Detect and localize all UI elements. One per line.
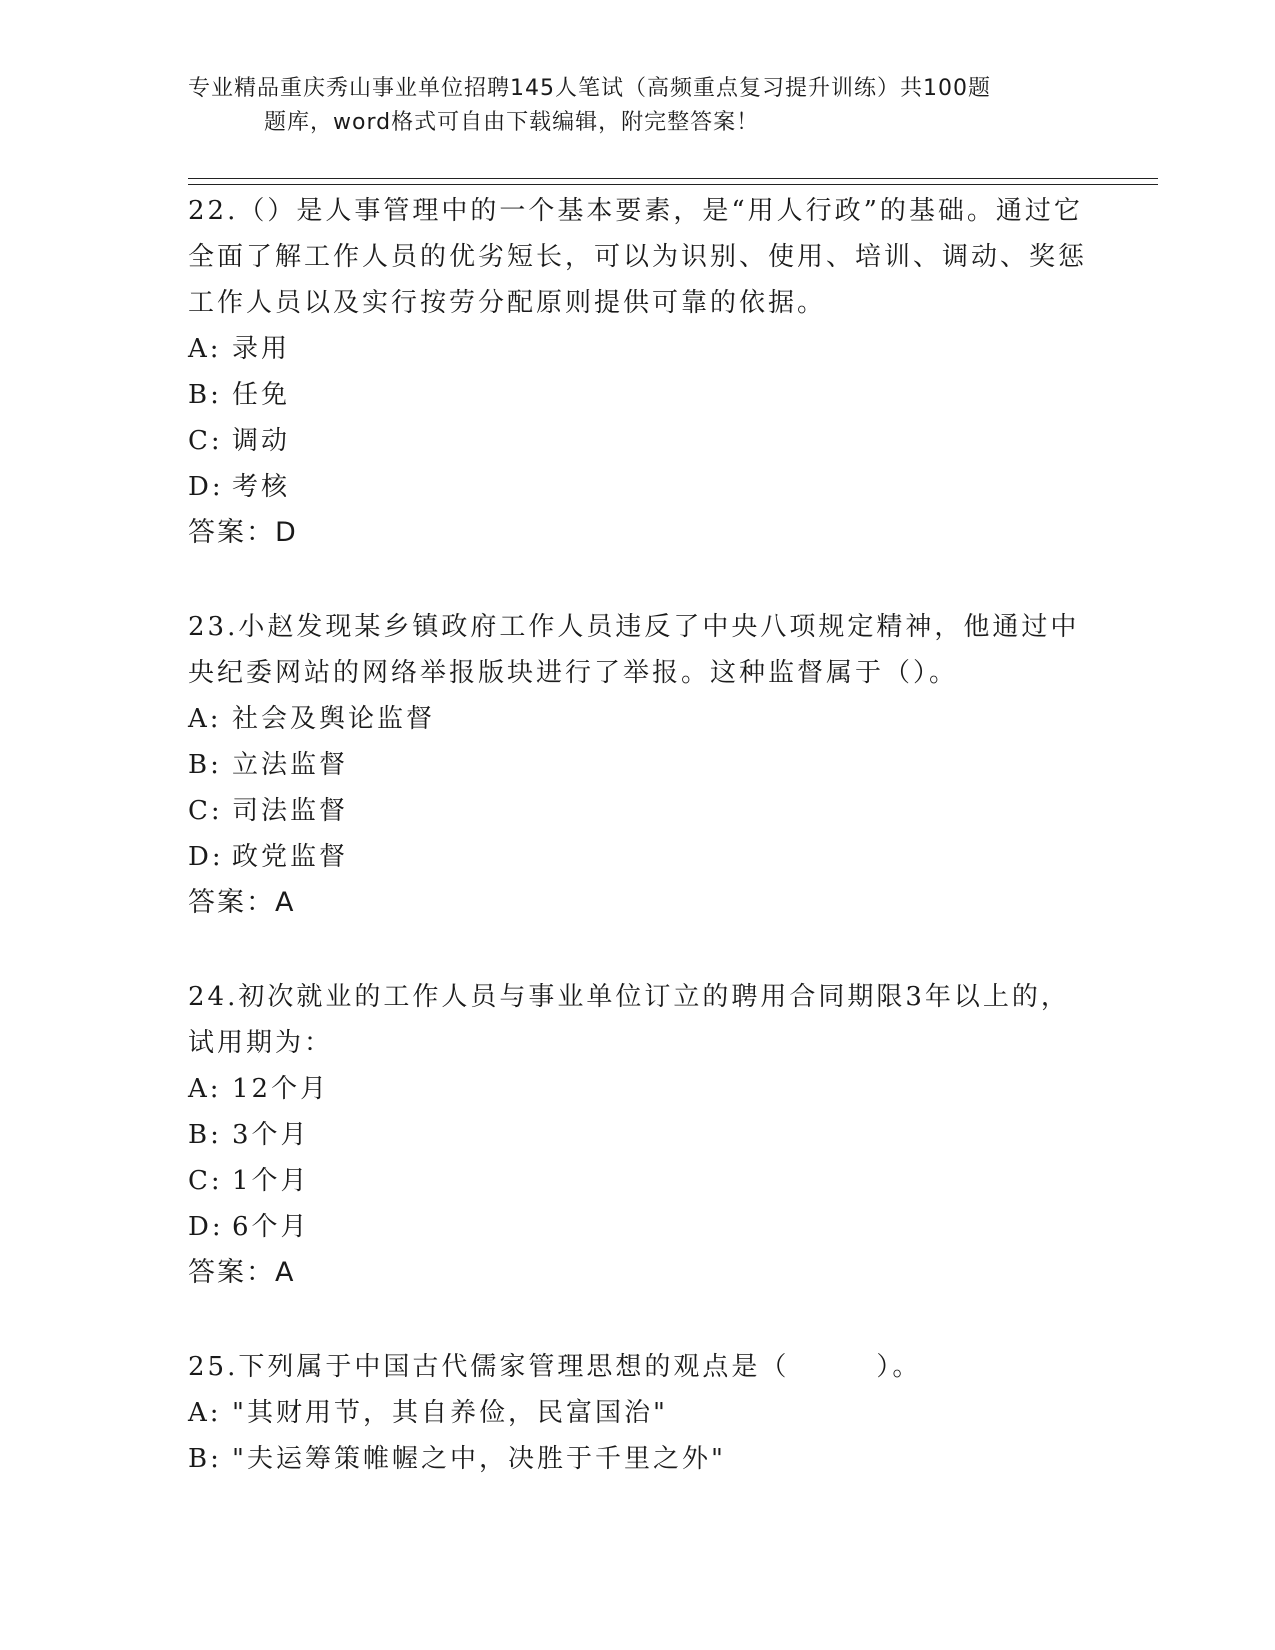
option-b (188, 372, 1088, 418)
option-b (188, 1436, 1088, 1482)
option-a (188, 1066, 1088, 1112)
question-24 (188, 974, 1088, 1296)
option-b (188, 742, 1088, 788)
question-text: 23.小赵发现某乡镇政府工作人员违反了中央八项规定精神，他通过中央纪委网站的网络举报版块进行了举报。这种监督属于（）。 (188, 612, 1080, 688)
option-key: B: (188, 750, 222, 780)
option-text: 司法监督 (232, 796, 349, 826)
option-key: B: (188, 1444, 222, 1474)
option-text: 立法监督 (232, 750, 349, 780)
option-key: D: (188, 472, 224, 502)
option-text: 任免 (232, 380, 291, 410)
option-key: B: (188, 1120, 222, 1150)
answer-line: 答案：D (188, 517, 298, 548)
question-22 (188, 188, 1088, 556)
option-key: B: (188, 380, 222, 410)
option-text: 6个月 (232, 1212, 310, 1242)
option-text: "其财用节，其自养俭，民富国治" (232, 1398, 668, 1428)
option-a (188, 1390, 1088, 1436)
option-text: 社会及舆论监督 (232, 704, 436, 734)
header-divider-bottom (188, 184, 1158, 185)
option-key: A: (188, 1398, 222, 1428)
option-text: 1个月 (232, 1166, 310, 1196)
option-key: D: (188, 1212, 224, 1242)
answer-line: 答案：A (188, 887, 296, 918)
header-title-line1: 专业精品重庆秀山事业单位招聘145人笔试（高频重点复习提升训练）共100题 (188, 76, 991, 101)
option-a (188, 696, 1088, 742)
question-23 (188, 604, 1088, 926)
option-text: 考核 (232, 472, 291, 502)
option-key: D: (188, 842, 224, 872)
option-c (188, 1158, 1088, 1204)
document-header (188, 72, 1088, 140)
option-c (188, 788, 1088, 834)
option-key: A: (188, 704, 222, 734)
answer-line: 答案：A (188, 1257, 296, 1288)
option-text: 12个月 (232, 1074, 330, 1104)
option-text: "夫运筹策帷幄之中，决胜于千里之外" (232, 1444, 726, 1474)
option-key: A: (188, 1074, 222, 1104)
option-text: 录用 (232, 334, 291, 364)
header-divider-top (188, 178, 1158, 179)
option-c (188, 418, 1088, 464)
question-list (188, 188, 1088, 1530)
option-key: C: (188, 426, 223, 456)
question-text: 25.下列属于中国古代儒家管理思想的观点是（ ）。 (188, 1352, 922, 1382)
question-text: 22.（）是人事管理中的一个基本要素，是“用人行政”的基础。通过它全面了解工作人员的优劣短长，可以为识别、使用、培训、调动、奖惩工作人员以及实行按劳分配原则提供可靠的依据。 (188, 196, 1088, 318)
option-d (188, 834, 1088, 880)
option-key: C: (188, 1166, 223, 1196)
option-d (188, 464, 1088, 510)
option-key: A: (188, 334, 222, 364)
header-title-line2: 题库，word格式可自由下载编辑，附完整答案！ (264, 110, 760, 135)
option-key: C: (188, 796, 223, 826)
option-text: 政党监督 (232, 842, 349, 872)
question-text: 24.初次就业的工作人员与事业单位订立的聘用合同期限3年以上的，试用期为： (188, 982, 1070, 1058)
option-text: 3个月 (232, 1120, 310, 1150)
question-25 (188, 1344, 1088, 1482)
option-b (188, 1112, 1088, 1158)
option-a (188, 326, 1088, 372)
option-d (188, 1204, 1088, 1250)
option-text: 调动 (232, 426, 291, 456)
